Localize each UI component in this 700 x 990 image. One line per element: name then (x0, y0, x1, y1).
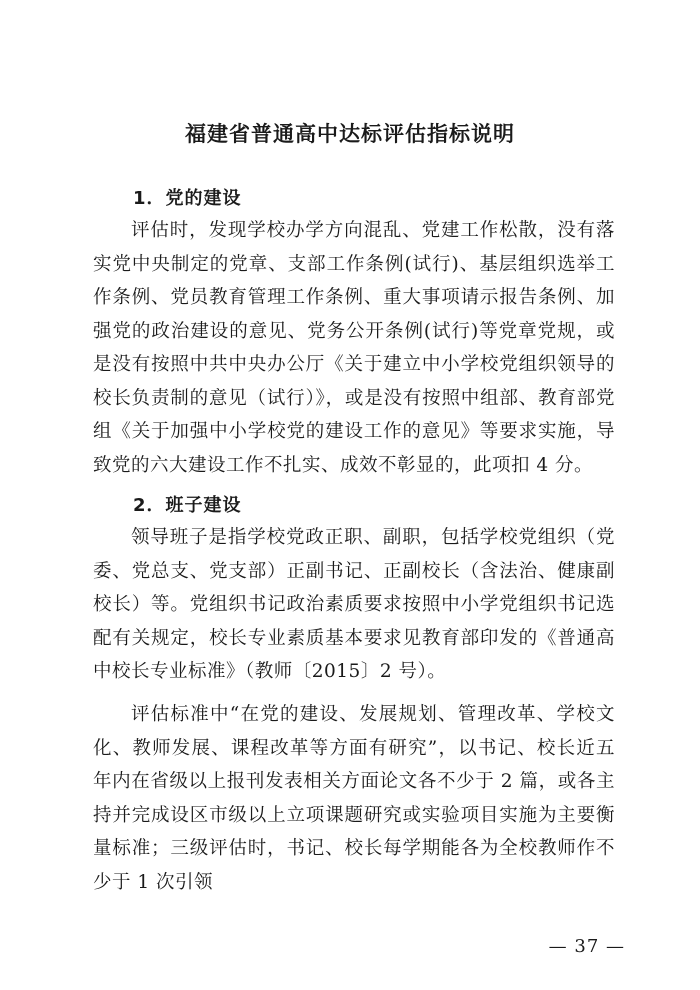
section-heading-party-building: 1．党的建设 (133, 188, 242, 209)
section-heading-leadership-team: 2．班子建设 (133, 495, 242, 516)
paragraph-leadership-team-2: 评估标准中“在党的建设、发展规划、管理改革、学校文化、教师发展、课程改革等方面有研究”，以书记、校长近五年内在省级以上报刊发表相关方面论文各不少于 2 篇，或各主持并完成设区市级以上立项课题研究或实验项目实施为主要衡量标准；三级评估时，书记、校长每学期能各为全校教师作不少于 1 次引领 (93, 704, 615, 893)
page-title: 福建省普通高中达标评估指标说明 (185, 122, 515, 146)
paragraph-leadership-team-1: 领导班子是指学校党政正职、副职，包括学校党组织（党委、党总支、党支部）正副书记、正副校长（含法治、健康副校长）等。党组织书记政治素质要求按照中小学党组织书记选配有关规定，校长专业素质基本要求见教育部印发的《普通高中校长专业标准》（教师〔2015〕2 号）。 (93, 527, 615, 682)
paragraph-party-building: 评估时，发现学校办学方向混乱、党建工作松散，没有落实党中央制定的党章、支部工作条例(试行)、基层组织选举工作条例、党员教育管理工作条例、重大事项请示报告条例、加强党的政治建设的意见、党务公开条例(试行)等党章党规，或是没有按照中共中央办公厅《关于建立中小学校党组织领导的校长负责制的意见（试行）》，或是没有按照中组部、教育部党组《关于加强中小学校党的建设工作的意见》等要求实施，导致党的六大建设工作不扎实、成效不彰显的，此项扣 4 分。 (93, 220, 615, 476)
page-number: — 37 — (548, 936, 625, 957)
